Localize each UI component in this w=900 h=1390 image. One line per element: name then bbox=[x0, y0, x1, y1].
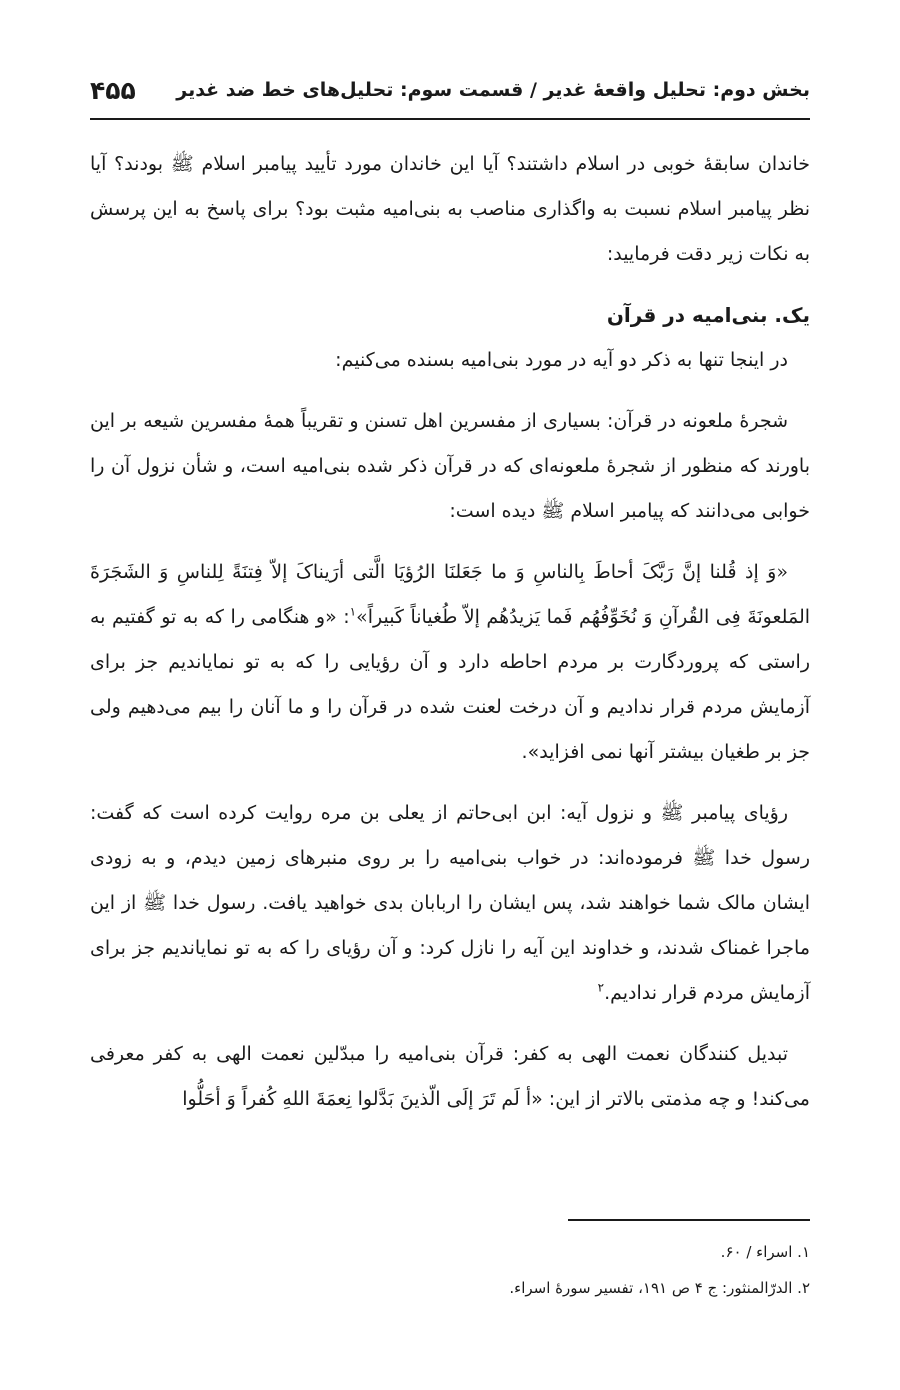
header-title: بخش دوم: تحلیل واقعهٔ غدیر / قسمت سوم: تحلیل‌های خط ضد غدیر bbox=[176, 79, 810, 101]
section-heading: یک. بنی‌امیه در قرآن bbox=[606, 303, 810, 327]
footnote-ref-2: ۲ bbox=[597, 980, 605, 995]
footnote-divider bbox=[568, 1219, 810, 1221]
paragraph-cursed-tree: شجرهٔ ملعونه در قرآن: بسیاری از مفسرین اهل تسنن و تقریباً همهٔ مفسرین شیعه بر این باورند که منظور از شجرهٔ ملعونه‌ای که در قرآن ذکر شده بنی‌امیه است، و شأن نزول آن را خوابی می‌دانند که پیامبر اسلام ﷺ دیده است: bbox=[90, 410, 810, 522]
paragraph-verse bbox=[90, 550, 810, 775]
header-divider bbox=[90, 118, 810, 120]
running-header bbox=[90, 70, 810, 110]
verse-translation: : «و هنگامی را که به تو گفتیم به راستی که پروردگارت بر مردم احاطه دارد و آن رؤیایی را که به تو نمایاندیم جز برای آزمایش مردم قرار ندادیم و آن درخت لعنت شده در قرآن را و ما آنان را بیم می‌دهیم ولی جز بر طغیان بیشتر آنها نمی افزاید». bbox=[90, 606, 810, 763]
paragraph-blessing: تبدیل کنندگان نعمت الهی به کفر: قرآن بنی‌امیه را مبدّلین نعمت الهی به کفر معرفی می‌کند! و چه مذمتی بالاتر از این: «أ لَم تَرَ إلَی الّذینَ بَدَّلوا نِعمَةَ اللهِ کُفراً وَ أحَلُّوا bbox=[90, 1043, 810, 1110]
page-number: ۴۵۵ bbox=[90, 75, 136, 105]
paragraph-dream bbox=[90, 791, 810, 1016]
intro-paragraph: خاندان سابقهٔ خوبی در اسلام داشتند؟ آیا این خاندان مورد تأیید پیامبر اسلام ﷺ بودند؟ آیا نظر پیامبر اسلام نسبت به واگذاری مناصب به بنی‌امیه مثبت بود؟ برای پاسخ به این پرسش به نکات زیر دقت فرمایید: bbox=[90, 153, 810, 265]
body-text bbox=[90, 142, 810, 1138]
footnote-ref-1: ۱ bbox=[349, 604, 357, 619]
footnote-2: ۲. الدرّالمنثور: ج ۴ ص ۱۹۱، تفسیر سورهٔ اسراء. bbox=[509, 1279, 810, 1297]
footnotes bbox=[90, 1234, 810, 1306]
dream-text: رؤیای پیامبر ﷺ و نزول آیه: ابن ابی‌حاتم از یعلی بن مره روایت کرده است که گفت: رسول خدا ﷺ فرموده‌اند: در خواب بنی‌امیه را بر روی منبرهای زمین دیدم، و به زودی ایشان مالک شما خواهند شد، پس ایشان را اربابان بدی خواهید یافت. رسول خدا ﷺ از این ماجرا غمناک شدند، و خداوند این آیه را نازل کرد: و آن رؤیای را که به تو نمایاندیم جز برای آزمایش مردم قرار ندادیم. bbox=[90, 802, 810, 1004]
lead-paragraph: در اینجا تنها به ذکر دو آیه در مورد بنی‌امیه بسنده می‌کنیم: bbox=[335, 349, 788, 371]
quran-verse: «وَ إذ قُلنا إنَّ رَبَّکَ أحاطَ بِالناسِ وَ ما جَعَلنَا الرُؤیَا الَّتی أرَیناکَ إلاّ فِتنَةً لِلناسِ وَ الشَجَرَةَ المَلعونَةَ فِی القُرآنِ وَ نُخَوِّفُهُم فَما یَزیدُهُم إلاّ طُغیاناً کَبیراً» bbox=[90, 561, 811, 628]
footnote-1: ۱. اسراء / ۶۰. bbox=[720, 1243, 810, 1261]
